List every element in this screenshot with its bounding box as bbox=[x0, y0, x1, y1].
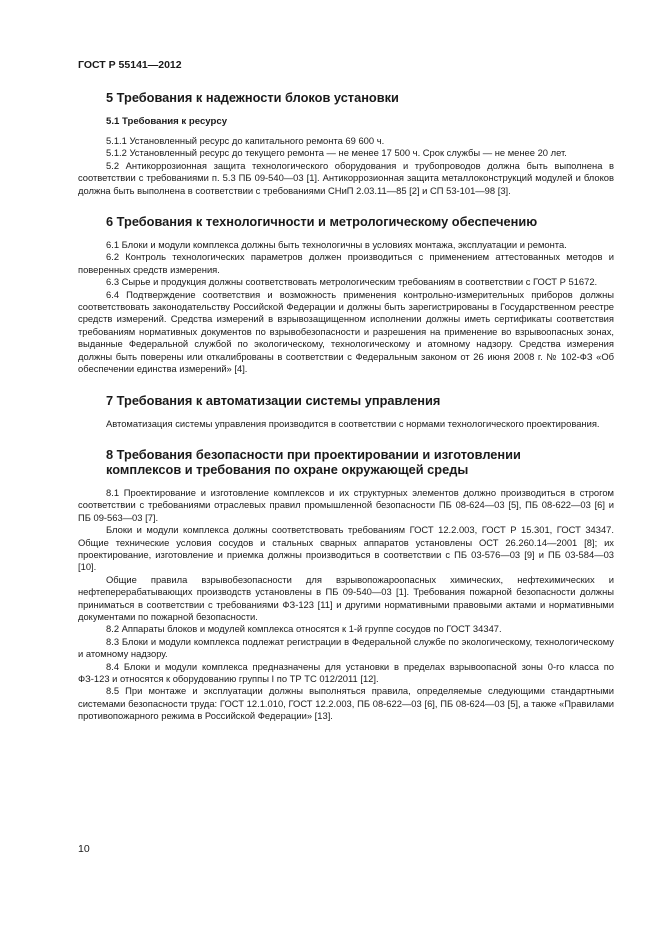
paragraph: 8.5 При монтаже и эксплуатации должны выполняться правила, определяемые следующими стандартными системами безопасности труда: ГОСТ 12.1.010, ГОСТ 12.2.003, ПБ 08-622—03 [6], ПБ 08-624—03 [5], а также «Правилами противопожарного режима в Российской Федерации» [13]. bbox=[78, 685, 614, 722]
paragraph: 6.4 Подтверждение соответствия и возможность применения контрольно-измерительных приборов должны соответствовать законодательству Российской Федерации и должны быть зарегистрированы в Государственном реестре средств измерений. Средства измерений в взрывозащищенном исполнении должны иметь сертификаты соответствия требованиям нормативных документов по взрывобезопасности и разрешения на применение во взрывоопасных зонах, выданные Федеральной службой по экологическому, технологическому и атомному надзору. Средства измерения должны быть поверены или откалиброваны в соответствии с Федеральным законом от 26 июня 2008 г. № 102-ФЗ «Об обеспечении единства измерений» [4]. bbox=[78, 288, 614, 375]
section-5-title: 5 Требования к надежности блоков установки bbox=[106, 90, 399, 105]
page-content bbox=[78, 90, 614, 723]
section-8-title-line-2: комплексов и требования по охране окружающей среды bbox=[106, 461, 469, 477]
paragraph: 5.1.2 Установленный ресурс до текущего ремонта — не менее 17 500 ч. Срок службы — не менее 20 лет. bbox=[106, 147, 567, 159]
paragraph: 8.2 Аппараты блоков и модулей комплекса относятся к 1-й группе сосудов по ГОСТ 34347. bbox=[106, 623, 502, 635]
paragraph: 8.3 Блоки и модули комплекса подлежат регистрации в Федеральной службе по экологическому, технологическому и атомному надзору. bbox=[78, 635, 614, 660]
paragraph: 6.3 Сырье и продукция должны соответствовать метрологическим требованиям в соответствии с ГОСТ Р 51672. bbox=[106, 276, 598, 288]
paragraph: 5.1.1 Установленный ресурс до капитального ремонта 69 600 ч. bbox=[106, 135, 385, 146]
paragraph: 6.1 Блоки и модули комплекса должны быть технологичны в условиях монтажа, эксплуатации и ремонта. bbox=[106, 239, 567, 251]
page-number: 10 bbox=[78, 843, 90, 855]
section-7-title: 7 Требования к автоматизации системы управления bbox=[106, 392, 441, 408]
section-8-title-line-1: 8 Требования безопасности при проектировании и изготовлении bbox=[106, 446, 521, 462]
subsection-5-1-title: 5.1 Требования к ресурсу bbox=[106, 116, 228, 127]
paragraph: 8.1 Проектирование и изготовление комплексов и их структурных элементов должно производиться в строгом соответствии с требованиями отраслевых правил промышленной безопасности ПБ 08-624—03 [5], ПБ 08-622—03 [6] и ПБ 09-563—03 [7]. bbox=[78, 486, 614, 523]
paragraph: 6.2 Контроль технологических параметров должен производиться с применением аттестованных методов и поверенных средств измерения. bbox=[78, 251, 614, 275]
standard-header: ГОСТ Р 55141—2012 bbox=[78, 59, 182, 71]
paragraph: Блоки и модули комплекса должны соответствовать требованиям ГОСТ 12.2.003, ГОСТ Р 15.301, ГОСТ 34347. Общие технические условия сосудов и стальных сварных аппаратов установлены ОСТ 26.260.14—2001 [8]; их проектирование, изготовление и приемка должны производиться в соответствии с ПБ 03-576—03 [9] и ПБ 03-584—03 [10]. bbox=[78, 524, 614, 573]
paragraph: Общие правила взрывобезопасности для взрывопожароопасных химических, нефтехимических и нефтеперерабатывающих производств установлены в ПБ 09-540—03 [1]. Требования пожарной безопасности должны приниматься в соответствии с требованиями ФЗ-123 [11] и другими нормативными правовыми актами и нормативными документами по пожарной безопасности. bbox=[78, 573, 614, 622]
paragraph: Автоматизация системы управления производится в соответствии с нормами технологического проектирования. bbox=[106, 417, 600, 429]
paragraph: 5.2 Антикоррозионная защита технологического оборудования и трубопроводов должна быть выполнена в соответствии с требованиями п. 5.3 ПБ 09-540—03 [1]. Антикоррозионная защита металлоконструкций модулей и блоков должна быть выполнена в соответствии с требованиями СНиП 2.03.11—85 [2] и СП 53-101—98 [3]. bbox=[78, 159, 614, 196]
paragraph: 8.4 Блоки и модули комплекса предназначены для установки в пределах взрывоопасной зоны 0-го класса по ФЗ-123 и относятся к оборудованию группы I по ТР ТС 012/2011 [12]. bbox=[78, 660, 614, 684]
section-6-title: 6 Требования к технологичности и метрологическому обеспечению bbox=[106, 214, 538, 230]
